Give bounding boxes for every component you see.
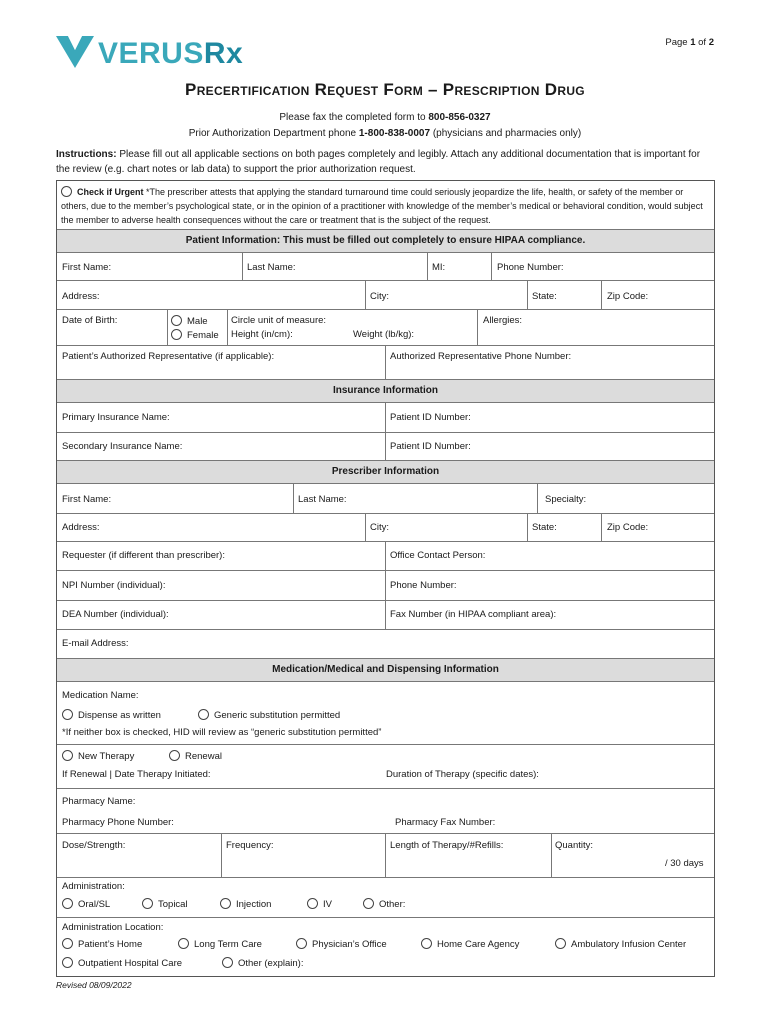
renewal-option[interactable]: Renewal bbox=[169, 750, 222, 762]
administration-label: Administration: bbox=[62, 881, 125, 892]
medication-name[interactable]: Medication Name: bbox=[62, 690, 139, 701]
injection-radio[interactable] bbox=[220, 898, 231, 909]
primary-patient-id[interactable]: Patient ID Number: bbox=[390, 412, 471, 423]
brand-wordmark: VERUSRx bbox=[98, 37, 244, 70]
prescriber-state[interactable]: State: bbox=[532, 522, 557, 533]
male-radio[interactable] bbox=[171, 315, 182, 326]
precert-form bbox=[56, 180, 715, 977]
other-admin-option[interactable]: Other: bbox=[363, 898, 405, 910]
length-of-therapy[interactable]: Length of Therapy/#Refills: bbox=[390, 840, 504, 851]
frequency[interactable]: Frequency: bbox=[226, 840, 274, 851]
generic-radio[interactable] bbox=[198, 709, 209, 720]
iv-radio[interactable] bbox=[307, 898, 318, 909]
email-address[interactable]: E-mail Address: bbox=[62, 638, 129, 649]
ltc-radio[interactable] bbox=[178, 938, 189, 949]
patient-mi[interactable]: MI: bbox=[432, 262, 446, 273]
physicians-office-option[interactable]: Physician’s Office bbox=[296, 938, 387, 950]
oral-option[interactable]: Oral/SL bbox=[62, 898, 110, 910]
generic-note: *If neither box is checked, HID will review as “generic substitution permitted” bbox=[62, 727, 382, 738]
insurance-info-header: Insurance Information bbox=[57, 379, 714, 402]
requester[interactable]: Requester (if different than prescriber): bbox=[62, 550, 225, 561]
pharmacy-name[interactable]: Pharmacy Name: bbox=[62, 796, 136, 807]
female-option[interactable]: Female bbox=[171, 329, 219, 341]
days-supply: / 30 days bbox=[665, 858, 704, 869]
authorized-rep-phone[interactable]: Authorized Representative Phone Number: bbox=[390, 351, 572, 362]
quantity[interactable]: Quantity: bbox=[555, 840, 594, 851]
other-explain-radio[interactable] bbox=[222, 957, 233, 968]
patient-last-name[interactable]: Last Name: bbox=[247, 262, 296, 273]
verus-rx-logo bbox=[56, 36, 266, 70]
patient-phone[interactable]: Phone Number: bbox=[497, 262, 564, 273]
patient-address[interactable]: Address: bbox=[62, 291, 100, 302]
urgent-radio[interactable] bbox=[61, 186, 72, 197]
npi-number[interactable]: NPI Number (individual): bbox=[62, 580, 166, 591]
fax-line: Please fax the completed form to 800-856-0327 bbox=[279, 112, 491, 123]
home-care-agency-option[interactable]: Home Care Agency bbox=[421, 938, 519, 950]
prescriber-address[interactable]: Address: bbox=[62, 522, 100, 533]
topical-radio[interactable] bbox=[142, 898, 153, 909]
patient-city[interactable]: City: bbox=[370, 291, 389, 302]
other-admin-radio[interactable] bbox=[363, 898, 374, 909]
pharmacy-phone[interactable]: Pharmacy Phone Number: bbox=[62, 817, 174, 828]
unit-of-measure: Circle unit of measure: bbox=[231, 315, 327, 326]
oral-radio[interactable] bbox=[62, 898, 73, 909]
home-radio[interactable] bbox=[62, 938, 73, 949]
revision-date: Revised 08/09/2022 bbox=[56, 980, 132, 990]
patient-allergies[interactable]: Allergies: bbox=[483, 315, 523, 326]
office-contact[interactable]: Office Contact Person: bbox=[390, 550, 486, 561]
outpatient-option[interactable]: Outpatient Hospital Care bbox=[62, 957, 182, 969]
instructions: Instructions: Please fill out all applicable sections on both pages completely and legibly. Attach any additional documentation that is important for the review (e.g. chart notes or lab data) to support the prior authorization request. bbox=[56, 149, 701, 175]
prescriber-fax[interactable]: Fax Number (in HIPAA compliant area): bbox=[390, 609, 557, 620]
dose-strength[interactable]: Dose/Strength: bbox=[62, 840, 126, 851]
therapy-duration[interactable]: Duration of Therapy (specific dates): bbox=[386, 769, 539, 780]
new-therapy-radio[interactable] bbox=[62, 750, 73, 761]
patient-dob[interactable]: Date of Birth: bbox=[62, 315, 118, 326]
prescriber-phone[interactable]: Phone Number: bbox=[390, 580, 457, 591]
topical-option[interactable]: Topical bbox=[142, 898, 188, 910]
patient-zip[interactable]: Zip Code: bbox=[607, 291, 649, 302]
prescriber-last-name[interactable]: Last Name: bbox=[298, 494, 347, 505]
infusion-radio[interactable] bbox=[555, 938, 566, 949]
secondary-patient-id[interactable]: Patient ID Number: bbox=[390, 441, 471, 452]
verus-v-icon bbox=[56, 36, 94, 68]
female-radio[interactable] bbox=[171, 329, 182, 340]
new-therapy-option[interactable]: New Therapy bbox=[62, 750, 134, 762]
phone-line: Prior Authorization Department phone 1-800-838-0007 (physicians and pharmacies only) bbox=[188, 128, 582, 139]
infusion-center-option[interactable]: Ambulatory Infusion Center bbox=[555, 938, 686, 950]
prescriber-zip[interactable]: Zip Code: bbox=[607, 522, 649, 533]
prescriber-city[interactable]: City: bbox=[370, 522, 389, 533]
outpatient-radio[interactable] bbox=[62, 957, 73, 968]
injection-option[interactable]: Injection bbox=[220, 898, 271, 910]
medication-info-header: Medication/Medical and Dispensing Information bbox=[57, 658, 714, 681]
form-title: Precertification Request Form – Prescription Drug bbox=[185, 80, 585, 99]
patient-state[interactable]: State: bbox=[532, 291, 557, 302]
pharmacy-fax[interactable]: Pharmacy Fax Number: bbox=[395, 817, 496, 828]
primary-insurance[interactable]: Primary Insurance Name: bbox=[62, 412, 170, 423]
patient-first-name[interactable]: First Name: bbox=[62, 262, 112, 273]
dispense-as-written-option[interactable]: Dispense as written bbox=[62, 709, 161, 721]
male-option[interactable]: Male bbox=[171, 315, 208, 327]
dispense-radio[interactable] bbox=[62, 709, 73, 720]
patients-home-option[interactable]: Patient’s Home bbox=[62, 938, 142, 950]
prescriber-first-name[interactable]: First Name: bbox=[62, 494, 112, 505]
renewal-radio[interactable] bbox=[169, 750, 180, 761]
office-radio[interactable] bbox=[296, 938, 307, 949]
long-term-care-option[interactable]: Long Term Care bbox=[178, 938, 262, 950]
page-number: Page 1 of 2 bbox=[665, 37, 714, 48]
iv-option[interactable]: IV bbox=[307, 898, 332, 910]
home-care-radio[interactable] bbox=[421, 938, 432, 949]
renewal-date[interactable]: If Renewal | Date Therapy Initiated: bbox=[62, 769, 211, 780]
patient-height[interactable]: Height (in/cm): bbox=[231, 329, 293, 340]
location-label: Administration Location: bbox=[62, 922, 164, 933]
other-explain-option[interactable]: Other (explain): bbox=[222, 957, 303, 969]
dea-number[interactable]: DEA Number (individual): bbox=[62, 609, 169, 620]
urgent-section: Check if Urgent *The prescriber attests that applying the standard turnaround time could seriously jeopardize the life, health, or safety of the member or others, due to the member’s psychological state, or in the opinion of a practitioner with knowledge of the member’s medical or behavioral condition, would subject the member to adverse health consequences without the care or treatment that is the subject of the request. bbox=[61, 187, 703, 225]
patient-info-header: Patient Information: This must be filled out completely to ensure HIPAA compliance. bbox=[57, 229, 714, 252]
secondary-insurance[interactable]: Secondary Insurance Name: bbox=[62, 441, 183, 452]
authorized-rep[interactable]: Patient’s Authorized Representative (if applicable): bbox=[62, 351, 275, 362]
prescriber-specialty[interactable]: Specialty: bbox=[545, 494, 587, 505]
generic-substitution-option[interactable]: Generic substitution permitted bbox=[198, 709, 340, 721]
prescriber-info-header: Prescriber Information bbox=[57, 460, 714, 483]
patient-weight[interactable]: Weight (lb/kg): bbox=[353, 329, 415, 340]
